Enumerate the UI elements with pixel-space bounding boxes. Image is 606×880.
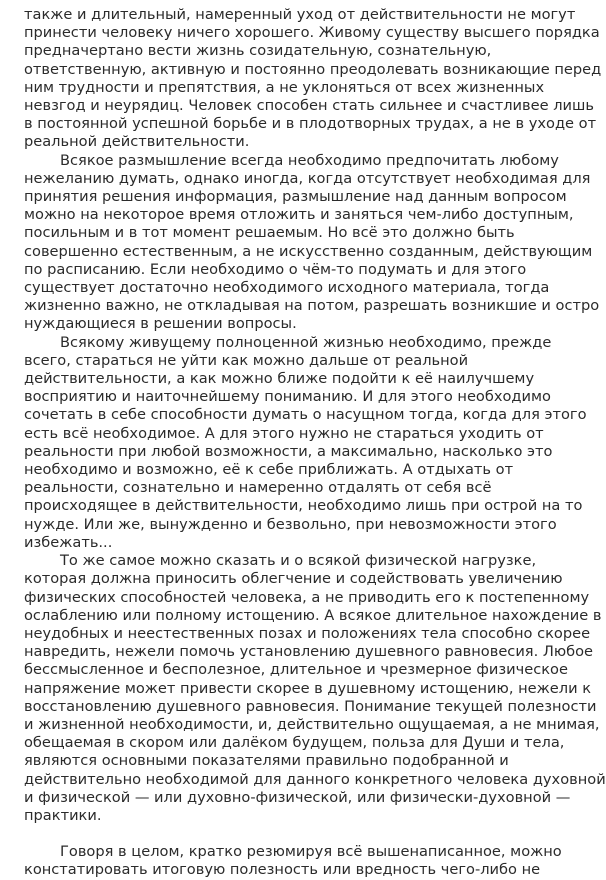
text-line: посильным и в тот момент решаемым. Но всё это должно быть — [24, 224, 515, 242]
text-line: То же самое можно сказать и о всякой физической нагрузке, — [60, 552, 537, 570]
text-line: избежать... — [24, 533, 113, 551]
text-line: практики. — [24, 806, 102, 824]
text-line: констатировать итоговую полезность или вредность чего-либо не — [24, 861, 541, 879]
text-line: всего, стараться не уйти как можно дальше от реальной — [24, 351, 469, 369]
text-line: бессмысленное и бесполезное, длительное и чрезмерное физическое — [24, 661, 568, 679]
text-line: нужде. Или же, вынужденно и безвольно, при невозможности этого — [24, 515, 557, 533]
text-line: принести человеку ничего хорошего. Живому существу высшего порядка — [24, 24, 600, 42]
text-line: жизненно важно, не откладывая на потом, разрешать возникшие и остро — [24, 297, 600, 315]
text-line: в постоянной успешной борьбе и в плодотворных трудах, а не в уходе от — [24, 115, 597, 133]
text-line: действительно необходимой для данного конкретного человека духовной — [24, 770, 606, 788]
text-line: восстановлению душевного равновесия. Понимание текущей полезности — [24, 697, 597, 715]
text-line: которая должна приносить облегчение и содействовать увеличению — [24, 570, 563, 588]
paragraph-1 — [24, 6, 602, 152]
text-line: навредить, нежели помочь установлению душевного равновесия. Любое — [24, 643, 594, 661]
paragraph-4 — [24, 552, 606, 825]
text-line: принятия решения информация, размышление над данным вопросом — [24, 188, 567, 206]
text-line: необходимо и возможно, её к себе приближать. А отдыхать от — [24, 461, 514, 479]
paragraph-2 — [24, 151, 600, 334]
text-line: являются основными показателями правильно подобранной и — [24, 752, 509, 770]
text-line: ослаблению или полному истощению. А всякое длительное нахождение в — [24, 606, 602, 624]
text-line: физических способностей человека, а не приводить его к постепенному — [24, 588, 590, 606]
text-line: напряжение может привести скорее в душевному истощению, нежели к — [24, 679, 592, 697]
text-line: происходящее в действительности, необходимо лишь при острой на то — [24, 497, 583, 515]
document-text — [24, 6, 606, 880]
text-line: реальной действительности. — [24, 133, 250, 151]
text-line: предначертано вести жизнь созидательную, сознательную, — [24, 42, 492, 60]
text-line: нежеланию думать, однако иногда, когда отсутствует необходимая для — [24, 169, 591, 187]
text-line: реальности при любой возможности, а максимально, насколько это — [24, 442, 553, 460]
text-line: Всякому живущему полноценной жизнью необходимо, прежде — [60, 333, 552, 351]
text-line: Всякое размышление всегда необходимо предпочитать любому — [60, 151, 559, 169]
text-line: реальности, сознательно и намеренно отдалять от себя всё — [24, 479, 492, 497]
text-line: неудобных и неестественных позах и положениях тела способно скорее — [24, 624, 591, 642]
text-line: ним трудности и препятствия, а не уклоняться от всех жизненных — [24, 78, 545, 96]
text-line: по расписанию. Если необходимо о чём-то подумать и для этого — [24, 260, 527, 278]
text-line: существует достаточно необходимого исходного материала, тогда — [24, 279, 550, 297]
text-line: восприятию и наиточнейшему пониманию. И для этого необходимо — [24, 388, 551, 406]
text-line: совершенно естественным, а не искусственно созданным, действующим — [24, 242, 593, 260]
text-line: и физической — или духовно-физической, или физически-духовной — — [24, 788, 571, 806]
paragraph-5 — [24, 843, 584, 879]
text-line: также и длительный, намеренный уход от действительности не могут — [24, 6, 576, 23]
text-line: есть всё необходимое. А для этого нужно не стараться уходить от — [24, 424, 544, 442]
text-line: сочетать в себе способности думать о насущном тогда, когда для этого — [24, 406, 587, 424]
text-line: Говоря в целом, кратко резюмируя всё вышенаписанное, можно — [60, 843, 562, 861]
text-line: обещаемая в скором или далёком будущем, польза для Души и тела, — [24, 734, 565, 752]
text-line: нуждающиеся в решении вопросы. — [24, 315, 297, 333]
text-line: невзгод и неурядиц. Человек способен стать сильнее и счастливее лишь — [24, 97, 594, 115]
text-line: можно на некоторое время отложить и заняться чем-либо доступным, — [24, 206, 574, 224]
paragraph-gap — [24, 825, 584, 843]
paragraph-3 — [24, 333, 587, 552]
text-line: ответственную, активную и постоянно преодолевать возникающие перед — [24, 60, 602, 78]
text-line: действительности, а как можно ближе подойти к её наилучшему — [24, 370, 535, 388]
text-line: и жизненной необходимости, и, действительно ощущаемая, а не мнимая, — [24, 715, 600, 733]
